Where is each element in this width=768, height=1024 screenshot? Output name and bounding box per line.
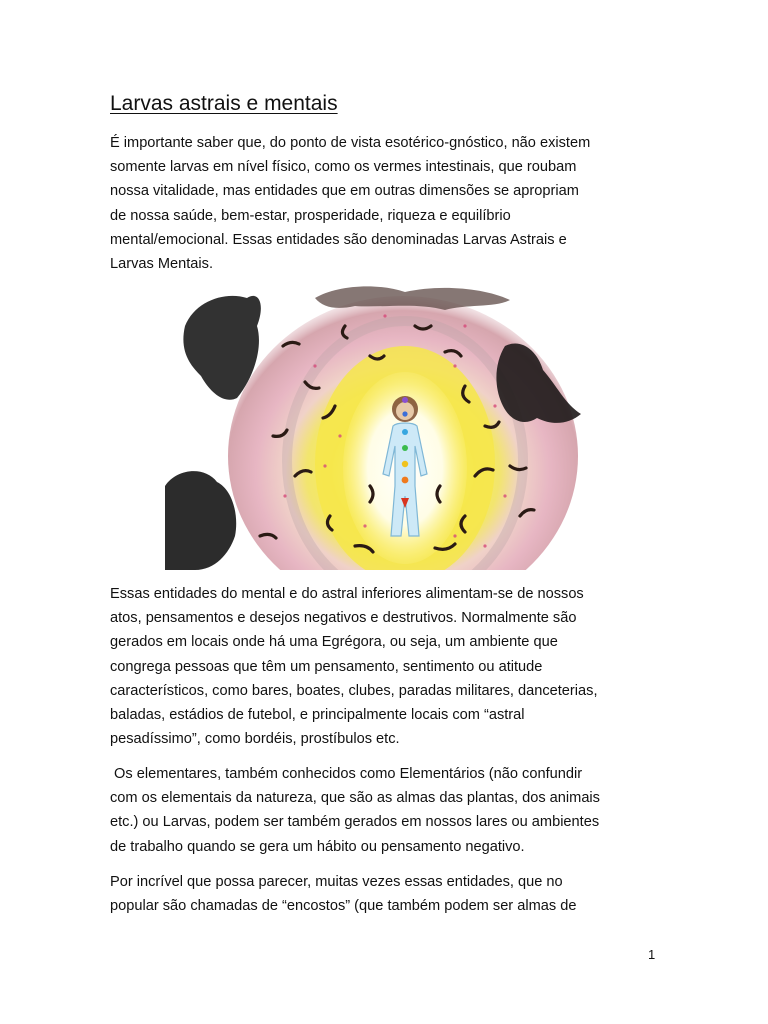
paragraph-intro (110, 131, 670, 276)
page-number: 1 (648, 947, 656, 962)
text-line: gerados em locais onde há uma Egrégora, ou seja, um ambiente que (110, 634, 558, 651)
text-line: com os elementais da natureza, que são as almas das plantas, dos animais (110, 790, 600, 807)
text-line: nossa vitalidade, mas entidades que em outras dimensões se apropriam (110, 183, 579, 200)
text-line: atos, pensamentos e desejos negativos e destrutivos. Normalmente são (110, 610, 577, 627)
paragraph-encostos (110, 870, 670, 918)
paragraph-elementares (110, 762, 670, 859)
text-line: É importante saber que, do ponto de vista esotérico-gnóstico, não existem (110, 135, 591, 151)
text-line: baladas, estádios de futebol, e principalmente locais com “astral (110, 706, 525, 723)
text-line: somente larvas em nível físico, como os vermes intestinais, que roubam (110, 159, 577, 176)
text-line: Larvas Mentais. (110, 255, 214, 272)
text-line: Essas entidades do mental e do astral inferiores alimentam-se de nossos (110, 586, 584, 602)
text-line: Os elementares, também conhecidos como Elementários (não confundir (110, 766, 583, 782)
text-line: característicos, como bares, boates, clubes, paradas militares, danceterias, (110, 682, 598, 699)
page-title: Larvas astrais e mentais (110, 92, 338, 115)
text-line: mental/emocional. Essas entidades são denominadas Larvas Astrais e (110, 231, 567, 248)
text-line: congrega pessoas que têm um pensamento, sentimento ou atitude (110, 658, 543, 675)
paragraph-egregora (110, 582, 670, 751)
text-line: de trabalho quando se gera um hábito ou pensamento negativo. (110, 838, 525, 855)
text-line: pesadíssimo”, como bordéis, prostíbulos etc. (110, 731, 400, 748)
aura-figure-illustration (165, 286, 597, 570)
shadow-entity-left-bottom (165, 471, 236, 570)
text-line: popular são chamadas de “encostos” (que também podem ser almas de (110, 898, 577, 915)
illustration-svg (165, 286, 597, 570)
text-line: Por incrível que possa parecer, muitas vezes essas entidades, que no (110, 874, 563, 890)
text-line: de nossa saúde, bem-estar, prosperidade, riqueza e equilíbrio (110, 207, 511, 224)
text-line: etc.) ou Larvas, podem ser também gerados em nossos lares ou ambientes (110, 814, 600, 831)
